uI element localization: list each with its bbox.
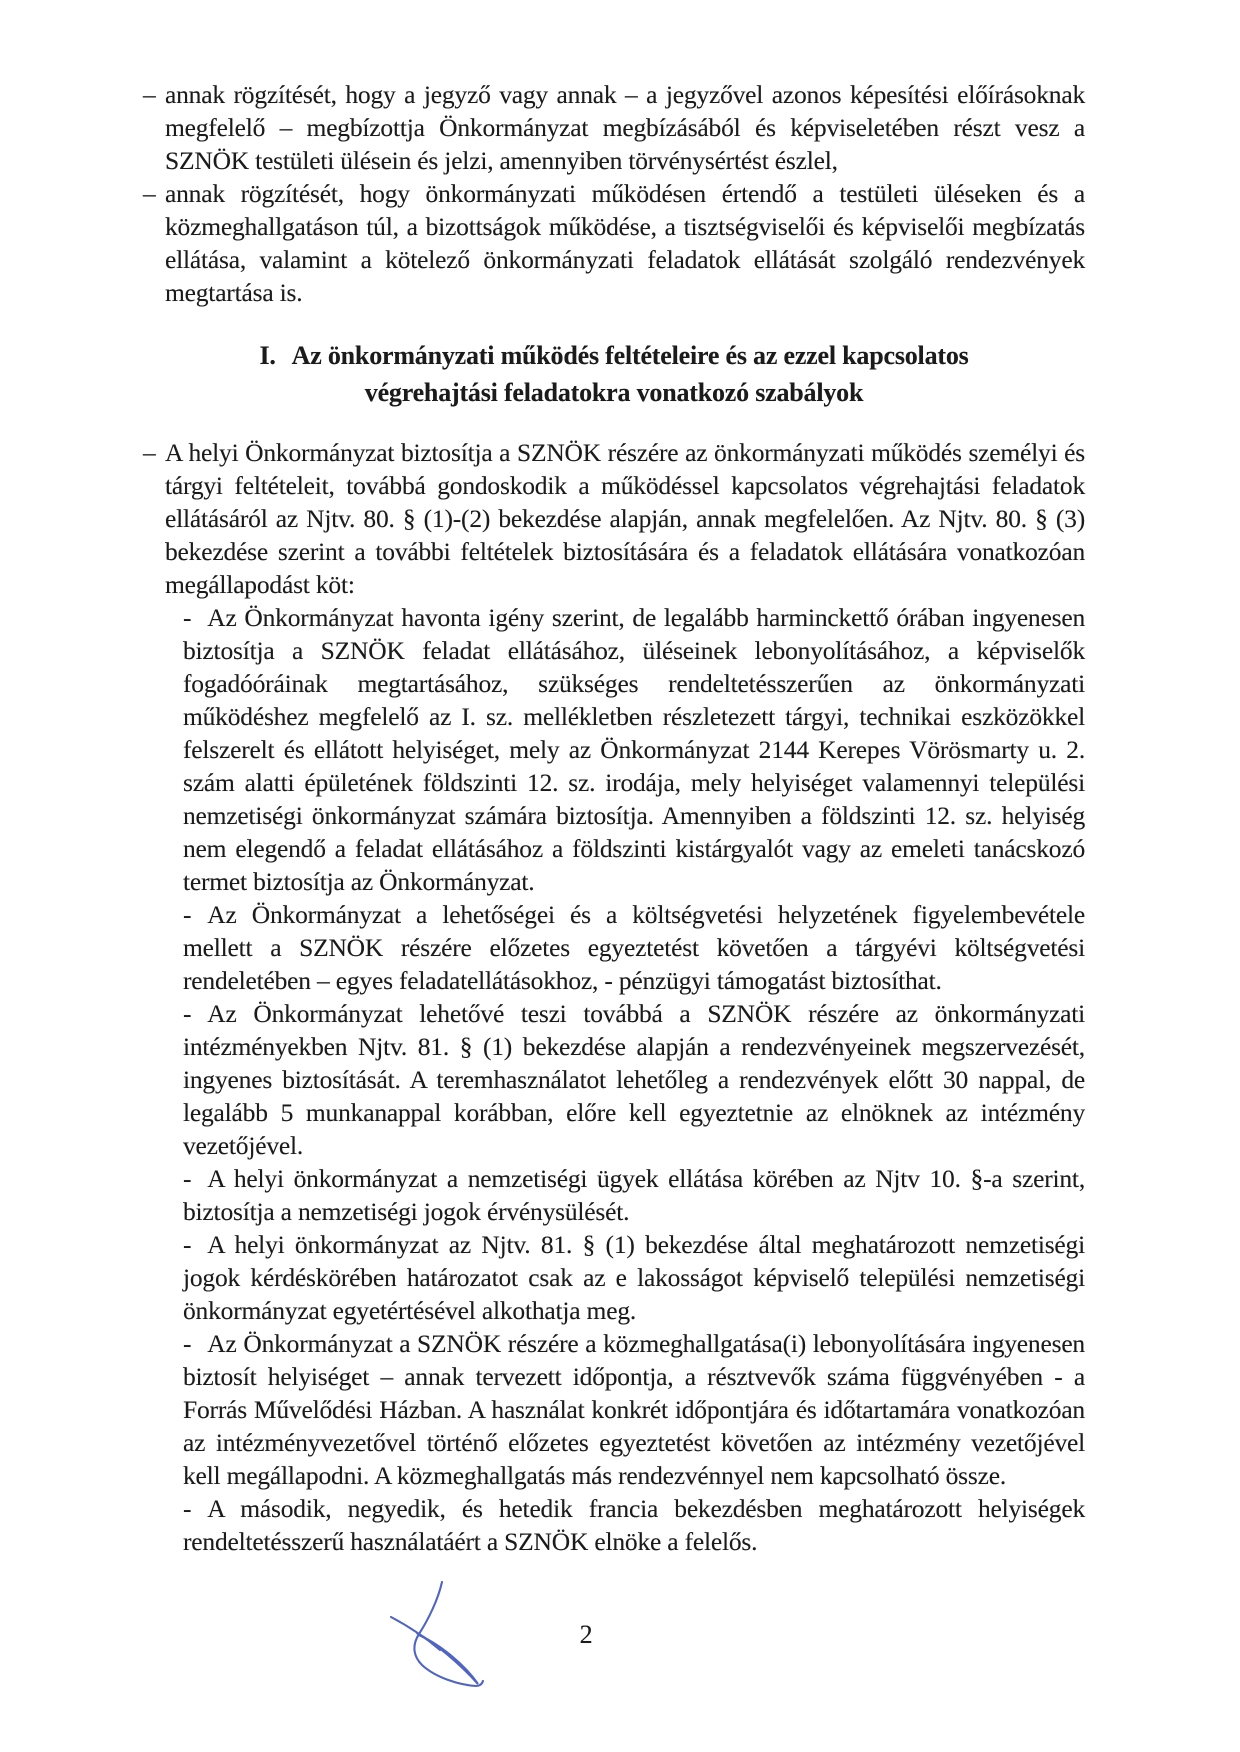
- bullet-item: [143, 436, 1085, 601]
- sub-item: [183, 1327, 1085, 1492]
- bullet-text: annak rögzítését, hogy a jegyző vagy annak – a jegyzővel azonos képesítési előírásoknak megfelelő – megbízottja Önkormányzat megbízásából és képviseletében részt vesz a SZNÖK testületi ülésein és jelzi, amennyiben törvénysértést észlel,: [165, 80, 1085, 175]
- page-number: 2: [579, 1620, 593, 1649]
- sub-item-text: A második, negyedik, és hetedik francia bekezdésben meghatározott helyiségek rendeltetésszerű használatáért a SZNÖK elnöke a felelős.: [183, 1494, 1085, 1556]
- hyphen-marker: -: [183, 1494, 192, 1523]
- hyphen-marker: -: [183, 999, 192, 1028]
- document-content: [143, 78, 1085, 1558]
- section-numeral: I.: [259, 341, 276, 370]
- sub-item-text: Az Önkormányzat lehetővé teszi továbbá a SZNÖK részére az önkormányzati intézményekben Njtv. 81. § (1) bekezdése alapján a rendezvényeinek megszervezését, ingyenes biztosítását. A teremhasználatot lehetőleg a rendezvények előtt 30 nappal, de legalább 5 munkanappal korábban, előre kell egyeztetnie az elnöknek az intézmény vezetőjével.: [183, 999, 1085, 1160]
- dash-marker: –: [143, 80, 156, 109]
- sub-item: [183, 1162, 1085, 1228]
- dash-marker: –: [143, 438, 156, 467]
- hyphen-marker: -: [183, 1230, 192, 1259]
- sub-item-text: Az Önkormányzat havonta igény szerint, de legalább harminckettő órában ingyenesen biztosítja a SZNÖK feladat ellátásához, üléseinek lebonyolításához, a képviselők fogadóóráinak megtartásához, szükséges rendeltetésszerűen az önkormányzati működéshez megfelelő az I. sz. mellékletben részletezett tárgyi, technikai eszközökkel felszerelt és ellátott helyiséget, mely az Önkormányzat 2144 Kerepes Vörösmarty u. 2. szám alatti épületének földszinti 12. sz. irodája, mely helyiséget valamennyi települési nemzetiségi önkormányzat számára biztosítja. Amennyiben a földszinti 12. sz. helyiség nem elegendő a feladat ellátásához a földszinti kistárgyalót vagy az emeleti tanácskozó termet biztosítja az Önkormányzat.: [183, 603, 1085, 896]
- sub-item: [183, 997, 1085, 1162]
- hyphen-marker: -: [183, 900, 192, 929]
- bullet-item: [143, 78, 1085, 177]
- sub-item: [183, 601, 1085, 898]
- section-heading: [143, 337, 1085, 411]
- bullet-text: annak rögzítését, hogy önkormányzati működésen értendő a testületi üléseken és a közmeghallgatáson túl, a bizottságok működése, a tisztségviselői és képviselői megbízatás ellátása, valamint a kötelező önkormányzati feladatok ellátását szolgáló rendezvények megtartása is.: [165, 179, 1085, 307]
- sub-item: [183, 898, 1085, 997]
- sub-item: [183, 1228, 1085, 1327]
- section-heading-line1: [143, 337, 1085, 374]
- bullet-text: A helyi Önkormányzat biztosítja a SZNÖK részére az önkormányzati működés személyi és tárgyi feltételeit, továbbá gondoskodik a működéssel kapcsolatos végrehajtási feladatok ellátásáról az Njtv. 80. § (1)-(2) bekezdése alapján, annak megfelelően. Az Njtv. 80. § (3) bekezdése szerint a további feltételek biztosítására és a feladatok ellátására vonatkozóan megállapodást köt:: [165, 438, 1085, 599]
- dash-marker: –: [143, 179, 156, 208]
- sub-item: [183, 1492, 1085, 1558]
- section-title-text: Az önkormányzati működés feltételeire és az ezzel kapcsolatos: [291, 341, 969, 370]
- signature-scribble: [388, 1580, 486, 1696]
- sub-item-text: A helyi önkormányzat a nemzetiségi ügyek ellátása körében az Njtv 10. §-a szerint, biztosítja a nemzetiségi jogok érvénysülését.: [183, 1164, 1085, 1226]
- hyphen-marker: -: [183, 1329, 192, 1358]
- hyphen-marker: -: [183, 1164, 192, 1193]
- sub-item-text: Az Önkormányzat a SZNÖK részére a közmeghallgatása(i) lebonyolítására ingyenesen biztosít helyiséget – annak tervezett időpontja, a résztvevők száma függvényében - a Forrás Művelődési Házban. A használat konkrét időpontjára és időtartamára vonatkozóan az intézményvezetővel történő előzetes egyeztetést követően az intézmény vezetőjével kell megállapodni. A közmeghallgatás más rendezvénnyel nem kapcsolható össze.: [183, 1329, 1085, 1490]
- section-heading-line2: végrehajtási feladatokra vonatkozó szabályok: [364, 378, 864, 407]
- bullet-item: [143, 177, 1085, 309]
- hyphen-marker: -: [183, 603, 192, 632]
- sub-item-text: A helyi önkormányzat az Njtv. 81. § (1) bekezdése által meghatározott nemzetiségi jogok kérdéskörében határozatot csak az e lakosságot képviselő települési nemzetiségi önkormányzat egyetértésével alkothatja meg.: [183, 1230, 1085, 1325]
- sub-item-text: Az Önkormányzat a lehetőségei és a költségvetési helyzetének figyelembevétele mellett a SZNÖK részére előzetes egyeztetést követően a tárgyévi költségvetési rendeletében – egyes feladatellátásokhoz, - pénzügyi támogatást biztosíthat.: [183, 900, 1085, 995]
